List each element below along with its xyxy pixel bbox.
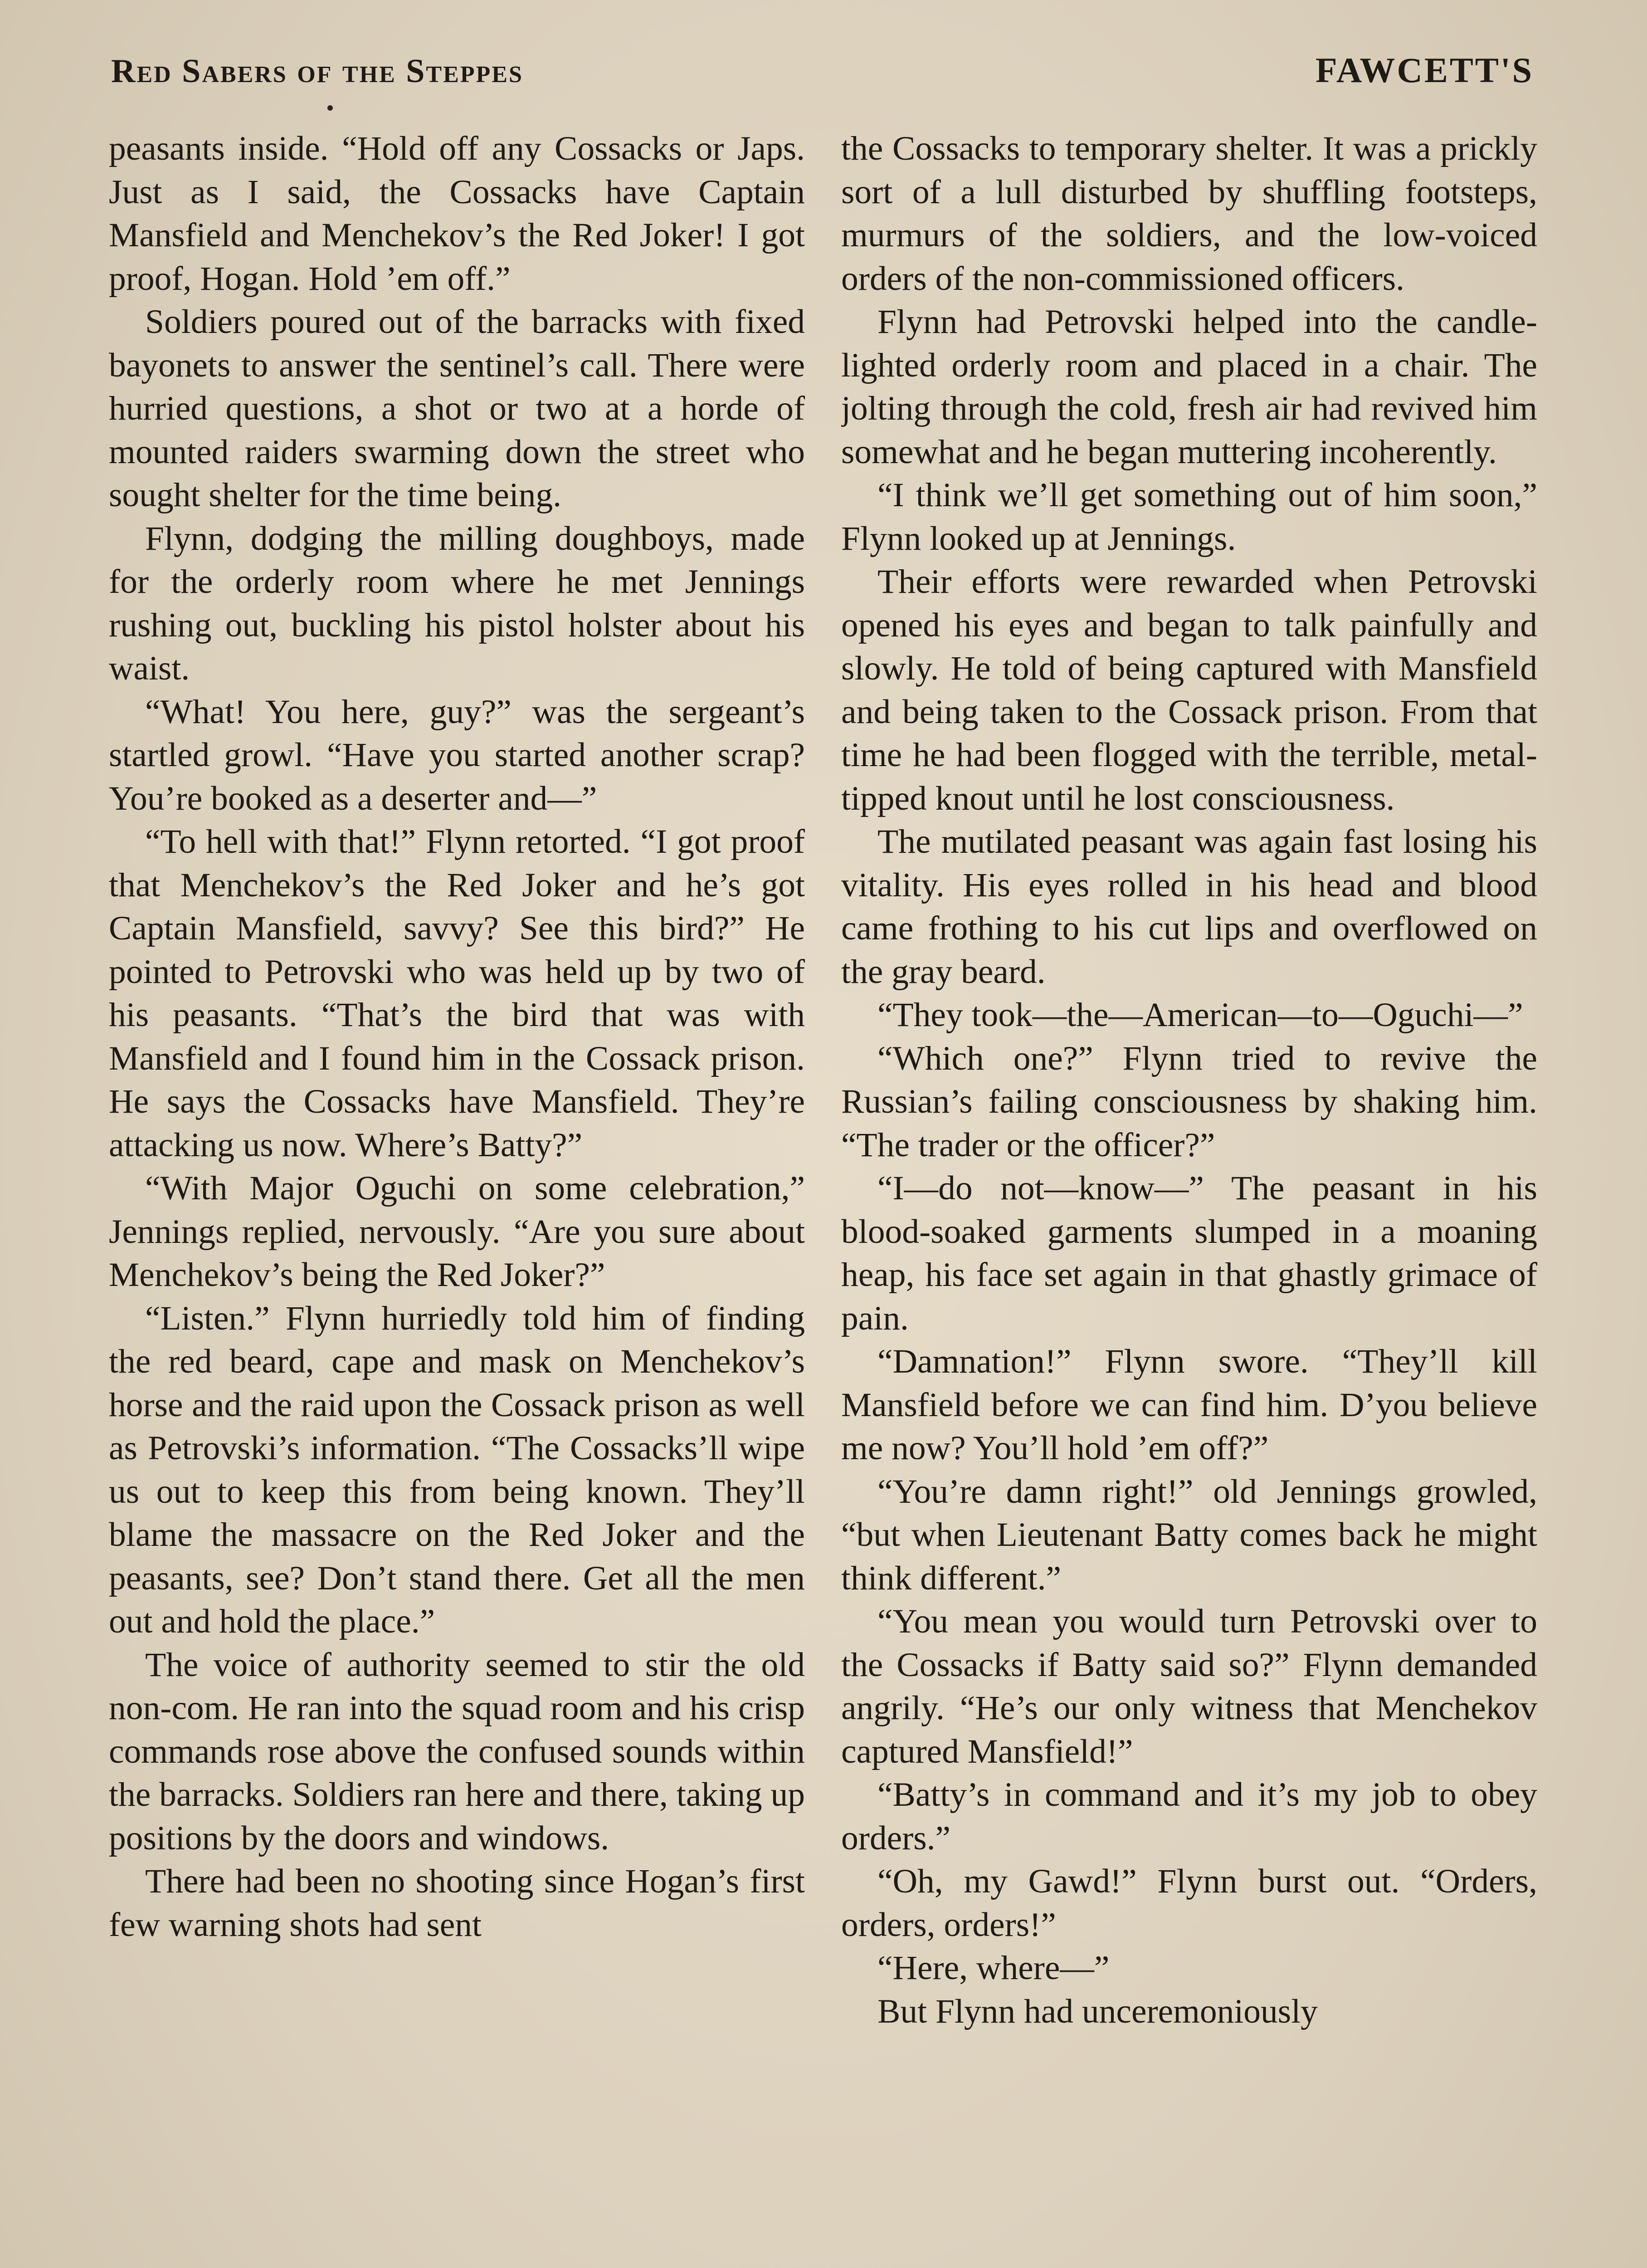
paragraph: “Oh, my Gawd!” Flynn burst out. “Orders, orders, orders!” [841, 1862, 1537, 1944]
right-column [841, 127, 1537, 2268]
paragraph: “With Major Oguchi on some celebration,” Jennings replied, nervously. “Are you sure about Menchekov’s being the Red Joker?” [109, 1169, 805, 1294]
paragraph: “What! You here, guy?” was the sergeant’s startled growl. “Have you started another scrap? You’re booked as a deserter and—” [109, 693, 805, 817]
paragraph: Flynn had Petrovski helped into the candle-lighted orderly room and placed in a chair. The jolting through the cold, fresh air had revived him somewhat and he began muttering incoherently. [841, 303, 1537, 471]
paragraph: “You mean you would turn Petrovski over to the Cossacks if Batty said so?” Flynn demanded angrily. “He’s our only witness that Menchekov captured Mansfield!” [841, 1603, 1537, 1770]
left-column [109, 127, 805, 2268]
paragraph: “Which one?” Flynn tried to revive the Russian’s failing consciousness by shaking him. “The trader or the officer?” [841, 1039, 1537, 1164]
paragraph: There had been no shooting since Hogan’s first few warning shots had sent [109, 1862, 805, 1944]
paragraph: Their efforts were rewarded when Petrovski opened his eyes and began to talk painfully and slowly. He told of being captured with Mansfield and being taken to the Cossack prison. From that time he had been flogged with the terrible, metal-tipped knout until he lost consciousness. [841, 563, 1537, 817]
paragraph: “Listen.” Flynn hurriedly told him of finding the red beard, cape and mask on Menchekov’s horse and the raid upon the Cossack prison as well as Petrovski’s information. “The Cossacks’ll wipe us out to keep this from being known. They’ll blame the massacre on the Red Joker and the peasants, see? Don’t stand there. Get all the men out and hold the place.” [109, 1299, 805, 1640]
paragraph: “To hell with that!” Flynn retorted. “I got proof that Menchekov’s the Red Joker and he’s got Captain Mansfield, savvy? See this bird?” He pointed to Petrovski who was held up by two of his peasants. “That’s the bird that was with Mansfield and I found him in the Cossack prison. He says the Cossacks have Mansfield. They’re attacking us now. Where’s Batty?” [109, 823, 805, 1164]
paragraph: “Damnation!” Flynn swore. “They’ll kill Mansfield before we can find him. D’you believe me now? You’ll hold ’em off?” [841, 1343, 1537, 1467]
paragraph: “They took—the—American—to—Oguchi—” [877, 996, 1523, 1034]
running-head [111, 50, 1534, 95]
paragraph: peasants inside. “Hold off any Cossacks or Japs. Just as I said, the Cossacks have Captain Mansfield and Menchekov’s the Red Joker! I got proof, Hogan. Hold ’em off.” [109, 130, 805, 298]
ornament-dot [327, 105, 333, 111]
story-title-header: Red Sabers of the Steppes [111, 53, 523, 90]
paragraph: the Cossacks to temporary shelter. It was a prickly sort of a lull disturbed by shuffling footsteps, murmurs of the soldiers, and the low-voiced orders of the non-commissioned officers. [841, 130, 1537, 298]
body-text [109, 127, 1537, 2268]
paragraph: “Here, where—” [877, 1949, 1110, 1987]
paragraph: “You’re damn right!” old Jennings growled, “but when Lieutenant Batty comes back he might think different.” [841, 1472, 1537, 1597]
paragraph: “Batty’s in command and it’s my job to obey orders.” [841, 1776, 1537, 1857]
paragraph: But Flynn had unceremoniously [877, 1992, 1318, 2030]
paragraph: The mutilated peasant was again fast losing his vitality. His eyes rolled in his head and blood came frothing to his cut lips and overflowed on the gray beard. [841, 823, 1537, 991]
paragraph: Flynn, dodging the milling doughboys, made for the orderly room where he met Jennings rushing out, buckling his pistol holster about his waist. [109, 519, 805, 687]
paragraph: “I—do not—know—” The peasant in his blood-soaked garments slumped in a moaning heap, his face set again in that ghastly grimace of pain. [841, 1169, 1537, 1337]
paragraph: The voice of authority seemed to stir the old non-com. He ran into the squad room and his crisp commands rose above the confused sounds within the barracks. Soldiers ran here and there, taking up positions by the doors and windows. [109, 1646, 805, 1857]
paragraph: Soldiers poured out of the barracks with fixed bayonets to answer the sentinel’s call. There were hurried questions, a shot or two at a horde of mounted raiders swarming down the street who sought shelter for the time being. [109, 303, 805, 514]
magazine-title-header: FAWCETT'S [1316, 50, 1534, 90]
paragraph: “I think we’ll get something out of him soon,” Flynn looked up at Jennings. [841, 476, 1537, 557]
